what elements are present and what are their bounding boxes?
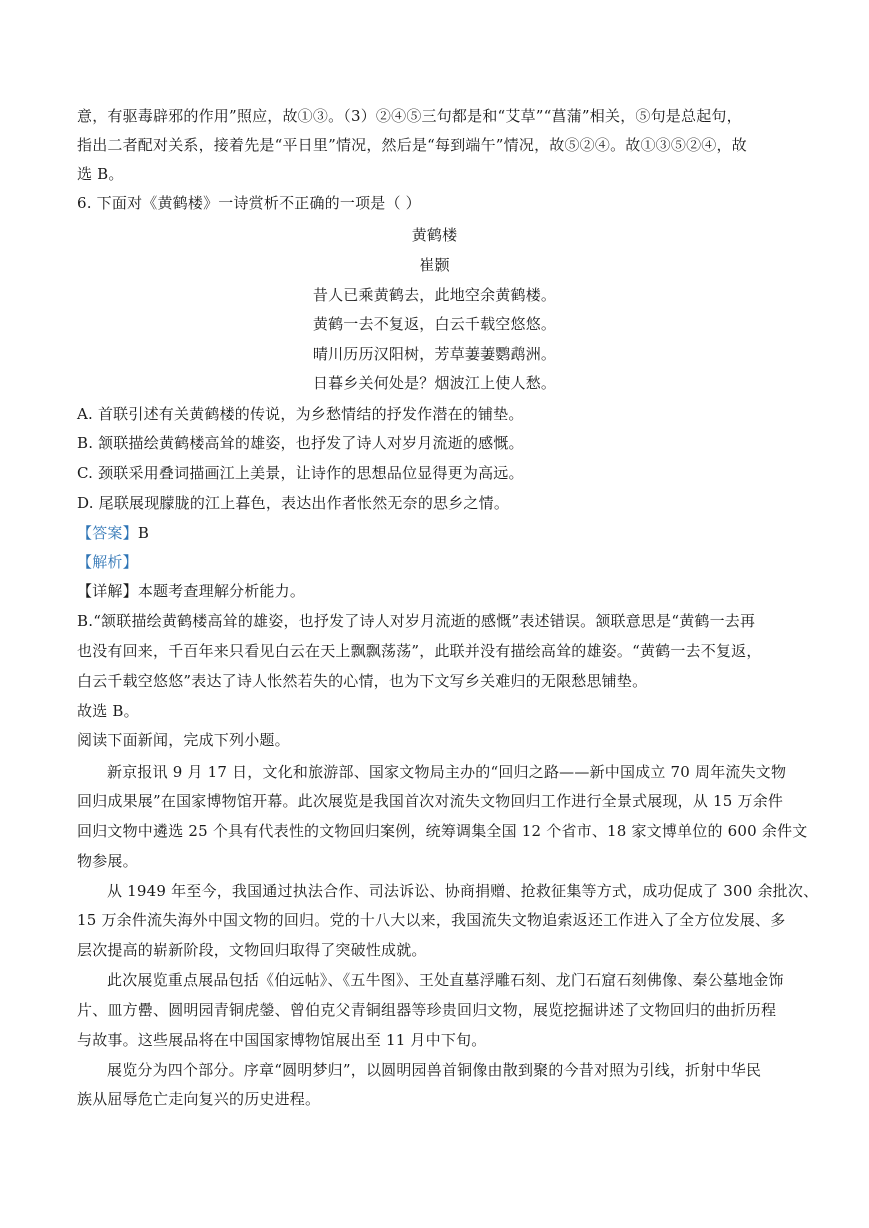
detail-line: B.“颔联描绘黄鹤楼高耸的雄姿，也抒发了诗人对岁月流逝的感慨”表述错误。颔联意思是“黄鹤一去再 [77,612,756,630]
conclusion: 故选 B。 [77,702,139,720]
detail-tag: 【详解】 [77,582,138,600]
news-line: 层次提高的崭新阶段，文物回归取得了突破性成就。 [77,941,427,959]
answer-tag: 【答案】 [77,524,138,542]
news-line: 物参展。 [77,852,138,870]
news-line: 展览分为四个部分。序章“圆明梦归”，以圆明园兽首铜像由散到聚的今昔对照为引线，折射中华民 [107,1061,762,1079]
news-line: 从 1949 年至今，我国通过执法合作、司法诉讼、协商捐赠、抢救征集等方式，成功促成了 300 余批次、 [107,882,819,900]
explanation-line: 指出二者配对关系，接着先是“平日里”情况，然后是“每到端午”情况，故⑤②④。故①③⑤②④，故 [77,136,747,154]
detail-line: 白云千载空悠悠”表达了诗人怅然若失的心情，也为下文写乡关难归的无限愁思铺垫。 [77,672,648,690]
news-line: 回归文物中遴选 25 个具有代表性的文物回归案例，统筹调集全国 12 个省市、18 家文博单位的 600 余件文 [77,822,808,840]
poem-line: 晴川历历汉阳树，芳草萋萋鹦鹉洲。 [312,345,557,363]
poem-line: 黄鹤一去不复返，白云千载空悠悠。 [312,315,557,333]
poem-line: 昔人已乘黄鹤去，此地空余黄鹤楼。 [312,286,557,304]
detail-line [77,581,305,601]
reading-intro: 阅读下面新闻，完成下列小题。 [77,731,290,749]
news-line: 此次展览重点展品包括《伯远帖》、《五牛图》、王处直墓浮雕石刻、龙门石窟石刻佛像、秦公墓地金饰 [107,971,784,989]
poem-title: 黄鹤楼 [411,226,458,244]
question-stem: 6. 下面对《黄鹤楼》一诗赏析不正确的一项是（ ） [77,194,421,212]
news-line: 族从屈辱危亡走向复兴的历史进程。 [77,1090,321,1108]
option-a: A. 首联引述有关黄鹤楼的传说，为乡愁情结的抒发作潜在的铺垫。 [77,405,524,423]
news-line: 回归成果展”在国家博物馆开幕。此次展览是我国首次对流失文物回归工作进行全景式展现，从 15 万余件 [77,792,784,810]
analysis-tag: 【解析】 [77,553,138,571]
poem-line: 日暮乡关何处是？烟波江上使人愁。 [312,374,557,392]
answer-line [77,523,149,543]
explanation-line: 选 B。 [77,165,124,183]
news-line: 新京报讯 9 月 17 日，文化和旅游部、国家文物局主办的“回归之路——新中国成立 70 周年流失文物 [107,763,787,781]
option-d: D. 尾联展现朦胧的江上暮色，表达出作者怅然无奈的思乡之情。 [77,494,510,512]
news-line: 与故事。这些展品将在中国国家博物馆展出至 11 月中下旬。 [77,1031,487,1049]
option-c: C. 颈联采用叠词描画江上美景，让诗作的思想品位显得更为高远。 [77,464,524,482]
detail-line: 也没有回来，千百年来只看见白云在天上飘飘荡荡”，此联并没有描绘高耸的雄姿。“黄鹤一去不复返， [77,642,762,660]
news-line: 15 万余件流失海外中国文物的回归。党的十八大以来，我国流失文物追索返还工作进入了全方位发展、多 [77,911,786,929]
detail-text: 本题考查理解分析能力。 [137,582,306,600]
answer-value: B [137,524,150,542]
explanation-line: 意，有驱毒辟邪的作用”照应，故①③。（3）②④⑤三句都是和“艾草”“菖蒲”相关，⑤句是总起句， [77,107,742,125]
option-b: B. 颔联描绘黄鹤楼高耸的雄姿，也抒发了诗人对岁月流逝的感慨。 [77,434,524,452]
poem-author: 崔颢 [419,256,450,274]
news-line: 片、皿方罍、圆明园青铜虎鎣、曾伯克父青铜组器等珍贵回归文物，展览挖掘讲述了文物回归的曲折历程 [77,1001,777,1019]
